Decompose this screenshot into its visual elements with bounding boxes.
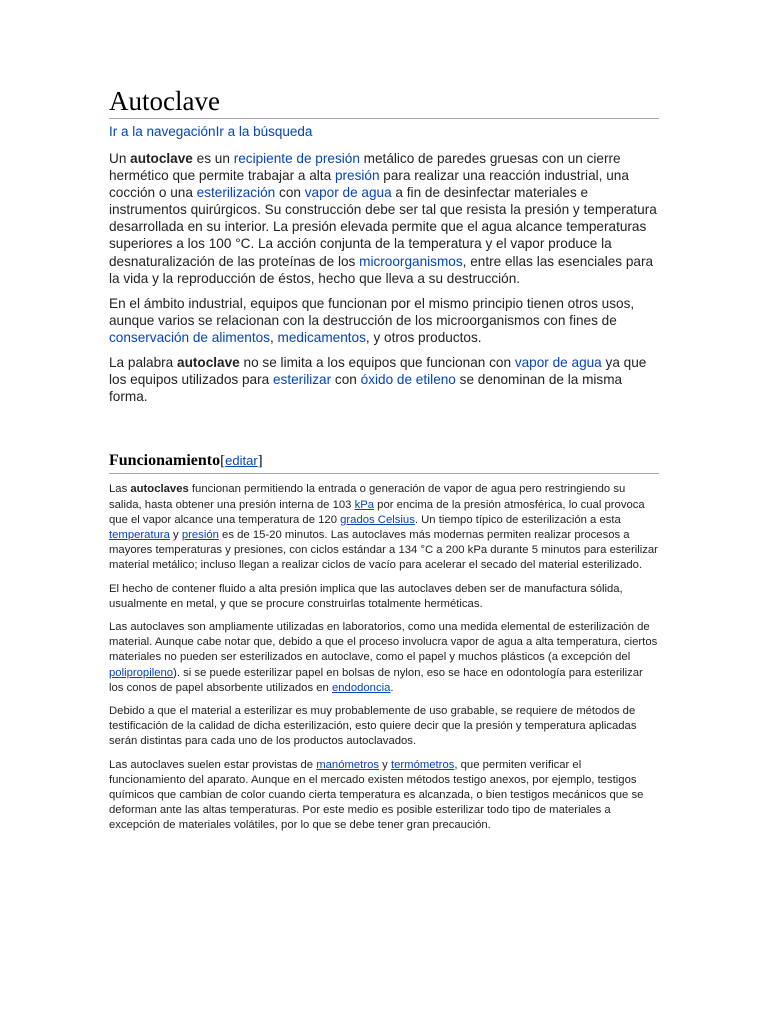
bracket: [ <box>220 453 226 470</box>
text: Las autoclaves suelen estar provistas de <box>109 758 317 771</box>
section-heading-funcionamiento <box>109 451 659 474</box>
link-presion[interactable]: presión <box>334 168 380 184</box>
body-paragraph-3 <box>109 620 659 696</box>
link-presion-2[interactable]: presión <box>181 528 219 541</box>
link-oxido-de-etileno[interactable]: óxido de etileno <box>360 372 456 388</box>
text: y <box>379 758 391 771</box>
link-temperatura[interactable]: temperatura <box>109 528 170 541</box>
link-esterilizacion[interactable]: esterilización <box>196 185 276 201</box>
text: Un <box>109 151 131 166</box>
bracket: ] <box>257 453 263 470</box>
text: . <box>390 681 394 694</box>
link-termometros[interactable]: termómetros <box>390 758 455 771</box>
lead-paragraph-2 <box>109 295 659 346</box>
text: por encima de la presión atmosférica, lo cual provoca que el vapor alcance una temperatura de 120 <box>109 498 645 526</box>
text: , que permiten verificar el funcionamiento del aparato. Aunque en el mercado existen métodos testigo anexos, por ejemplo, testigos químicos que cambian de color cuando cierta temperatura es alcanzada, o bien testigos mecánicos que se deforman ante las altas temperaturas. Por este medio es posible esterilizar todo tipo de materiales a excepción de materiales volátiles, por lo que se debe tener gran precaución. <box>109 758 644 832</box>
text: La palabra <box>109 355 178 371</box>
text: se denominan de la misma forma. <box>109 372 623 405</box>
text: metálico de paredes gruesas con un cierre hermético que permite trabajar a alta <box>109 151 621 184</box>
article <box>109 86 659 842</box>
text: Las autoclaves son ampliamente utilizadas en laboratorios, como una medida elemental de esterilización de material. Aunque cabe notar que, debido a que el proceso involucra vapor de agua a alta temperatura, ciertos materiales no pueden ser esterilizados en autoclave, como el papel y muchos plásticos (a excepción del <box>109 620 658 664</box>
text: ya que los equipos utilizados para <box>109 355 647 388</box>
jump-to-navigation-link[interactable]: Ir a la navegación <box>109 124 216 139</box>
link-microorganismos[interactable]: microorganismos <box>359 253 463 269</box>
text: a fin de desinfectar materiales e instrumentos quirúrgicos. Su construcción debe ser tal que resista la presión y temperatura desarrollada en su interior. La presión elevada permite que el agua alcance temperaturas superiores a los 100 °C. La acción conjunta de la temperatura y el vapor produce la desnaturalización de las proteínas de los <box>109 185 657 269</box>
lead-paragraph-3 <box>109 354 659 405</box>
link-endodoncia[interactable]: endodoncia <box>331 681 391 694</box>
text: , <box>269 329 278 345</box>
text: En el ámbito industrial, equipos que funcionan por el mismo principio tienen otros usos, aunque varios se relacionan con la destrucción de los microorganismos con fines de <box>109 295 635 328</box>
link-medicamentos[interactable]: medicamentos <box>277 329 366 345</box>
text: no se limita a los equipos que funcionan con <box>239 355 515 371</box>
link-kpa[interactable]: kPa <box>354 498 375 511</box>
text: es de 15-20 minutos. Las autoclaves más modernas permiten realizar procesos a mayores temperaturas y presiones, con ciclos estándar a 134 °C a 200 kPa durante 5 minutos para esterilizar material metálico; incluso llegan a realizar ciclos de vacío para acelerar el secado del material esterilizado. <box>109 528 658 572</box>
link-vapor-de-agua[interactable]: vapor de agua <box>304 185 392 201</box>
link-manometros[interactable]: manómetros <box>316 758 380 771</box>
text: Las <box>109 483 131 496</box>
section-body <box>109 482 659 833</box>
link-grados-celsius[interactable]: grados Celsius <box>340 513 415 526</box>
bold-term: autoclave <box>130 151 193 166</box>
body-paragraph-4: Debido a que el material a esterilizar es muy probablemente de uso grabable, se requiere de métodos de testificación de la calidad de dicha esterilización, esto quiere decir que la presión y temperatura aplicadas serán distintas para cada uno de los productos autoclavados. <box>109 704 637 748</box>
text: con <box>275 185 305 201</box>
text: , entre ellas las esenciales para la vida y la reproducción de éstos, hecho que lleva a su destrucción. <box>109 253 654 286</box>
text: funcionan permitiendo la entrada o generación de vapor de agua pero restringiendo su salida, hasta obtener una presión interna de 103 <box>109 483 626 511</box>
body-paragraph-1 <box>109 482 659 573</box>
lead-section <box>109 150 659 405</box>
text: , y otros productos. <box>365 329 482 345</box>
link-esterilizar[interactable]: esterilizar <box>272 372 332 388</box>
edit-section <box>220 453 263 469</box>
body-paragraph-5 <box>109 758 659 834</box>
section-heading-text: Funcionamiento <box>109 452 221 470</box>
text: para realizar una reacción industrial, una cocción o una <box>109 168 629 201</box>
text: y <box>169 528 182 541</box>
text: con <box>331 372 361 388</box>
text: ). si se puede esterilizar papel en bolsas de nylon, eso se hace en odontología para esterilizar los conos de papel absorbente utilizados en <box>109 666 643 694</box>
bold-term: autoclaves <box>130 483 189 496</box>
jump-to-search-link[interactable]: Ir a la búsqueda <box>215 124 313 139</box>
body-paragraph-2: El hecho de contener fluido a alta presión implica que las autoclaves deben ser de manufactura sólida, usualmente en metal, y que se procure construirlas totalmente herméticas. <box>109 582 623 610</box>
text: es un <box>192 151 234 166</box>
link-conservacion-de-alimentos[interactable]: conservación de alimentos <box>109 329 270 345</box>
lead-paragraph-1 <box>109 150 659 287</box>
link-vapor-de-agua-2[interactable]: vapor de agua <box>514 355 602 371</box>
jump-links <box>109 123 659 141</box>
page-title: Autoclave <box>109 86 659 119</box>
link-polipropileno[interactable]: polipropileno <box>109 666 174 679</box>
link-recipiente-de-presion[interactable]: recipiente de presión <box>233 151 360 166</box>
edit-section-link[interactable]: editar <box>225 453 258 469</box>
bold-term: autoclave <box>177 355 240 371</box>
text: . Un tiempo típico de esterilización a esta <box>414 513 621 526</box>
